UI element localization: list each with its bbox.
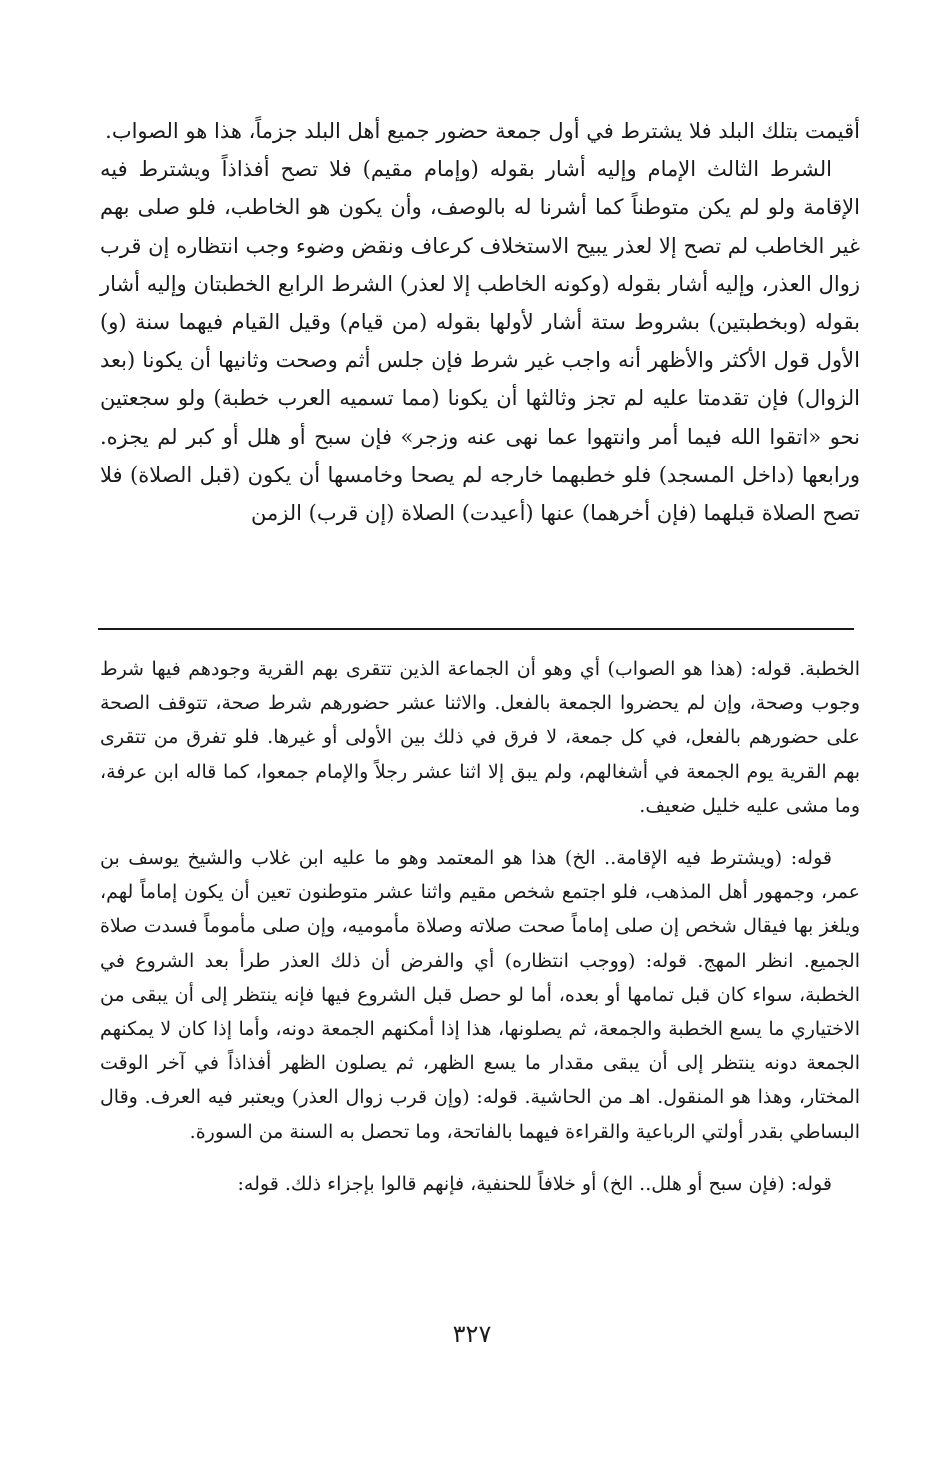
main-text: [100, 112, 860, 532]
page-number: ٣٢٧: [452, 1320, 492, 1348]
footnote-paragraph-1: الخطبة. قوله: (هذا هو الصواب) أي وهو أن الجماعة الذين تتقرى بهم القرية وجودهم فيها شرط وجوب وصحة، وإن لم يحضروا الجمعة بالفعل. والاثنا عشر حضورهم شرط صحة، تتوقف الصحة على حضورهم بالفعل، في كل جمعة، لا فرق في ذلك بين الأولى أو غيرها. فلو تفرق من تتقرى بهم القرية يوم الجمعة في أشغالهم، ولم يبق إلا اثنا عشر رجلاً والإمام جمعوا، كما قاله ابن عرفة، وما مشى عليه خليل ضعيف.: [100, 658, 860, 817]
footnotes: [100, 652, 860, 1201]
footnote-separator-rule: [98, 628, 854, 630]
main-paragraph-1: أقيمت بتلك البلد فلا يشترط في أول جمعة حضور جميع أهل البلد جزماً، هذا هو الصواب.: [105, 119, 860, 143]
footnote-paragraph-3: قوله: (فإن سبح أو هلل.. الخ) أو خلافاً للحنفية، فإنهم قالوا بإجزاء ذلك. قوله:: [237, 1172, 832, 1195]
main-paragraph-2: الشرط الثالث الإمام وإليه أشار بقوله (وإمام مقيم) فلا تصح أفذاذاً ويشترط فيه الإقامة ولو لم يكن متوطناً كما أشرنا له بالوصف، وأن يكون هو الخاطب، فلو صلى بهم غير الخاطب لم تصح إلا لعذر يبيح الاستخلاف كرعاف ونقض وضوء وجب انتظاره إن قرب زوال العذر، وإليه أشار بقوله (وكونه الخاطب إلا لعذر) الشرط الرابع الخطبتان وإليه أشار بقوله (وبخطبتين) بشروط ستة أشار لأولها بقوله (من قيام) وقيل القيام فيهما سنة (و) الأول قول الأكثر والأظهر أنه واجب غير شرط فإن جلس أثم وصحت وثانيها أن يكونا (بعد الزوال) فإن تقدمتا عليه لم تجز وثالثها أن يكونا (مما تسميه العرب خطبة) ولو سجعتين نحو «اتقوا الله فيما أمر وانتهوا عما نهى عنه وزجر» فإن سبح أو هلل أو كبر لم يجزه. ورابعها (داخل المسجد) فلو خطبهما خارجه لم يصحا وخامسها أن يكون (قبل الصلاة) فلا تصح الصلاة قبلهما (فإن أخرهما) عنها (أعيدت) الصلاة (إن قرب) الزمن: [100, 157, 860, 526]
footnote-paragraph-2: قوله: (ويشترط فيه الإقامة.. الخ) هذا هو المعتمد وهو ما عليه ابن غلاب والشيخ يوسف بن عمر، وجمهور أهل المذهب، فلو اجتمع شخص مقيم واثنا عشر متوطنون تعين أن يكون إماماً لهم، ويلغز بها فيقال شخص إن صلى إماماً صحت صلاته وصلاة مأموميه، وإن صلى مأموماً فسدت صلاة الجميع. انظر المهج. قوله: (ووجب انتظاره) أي والفرض أن ذلك العذر طرأ بعد الشروع في الخطبة، سواء كان قبل تمامها أو بعده، أما لو حصل قبل الشروع فيها فإنه ينتظر إلى أن يبقى من الاختياري ما يسع الخطبة والجمعة، ثم يصلونها، هذا إذا أمكنهم الجمعة دونه، وأما إذا كان لا يمكنهم الجمعة دونه ينتظر إلى أن يبقى مقدار ما يسع الظهر، ثم يصلون الظهر أفذاذاً في آخر الوقت المختار، وهذا هو المنقول. اهـ من الحاشية. قوله: (وإن قرب زوال العذر) ويعتبر فيه العرف. وقال البساطي بقدر أولتي الرباعية والقراءة فيهما بالفاتحة، وما تحصل به السنة من السورة.: [100, 847, 860, 1143]
